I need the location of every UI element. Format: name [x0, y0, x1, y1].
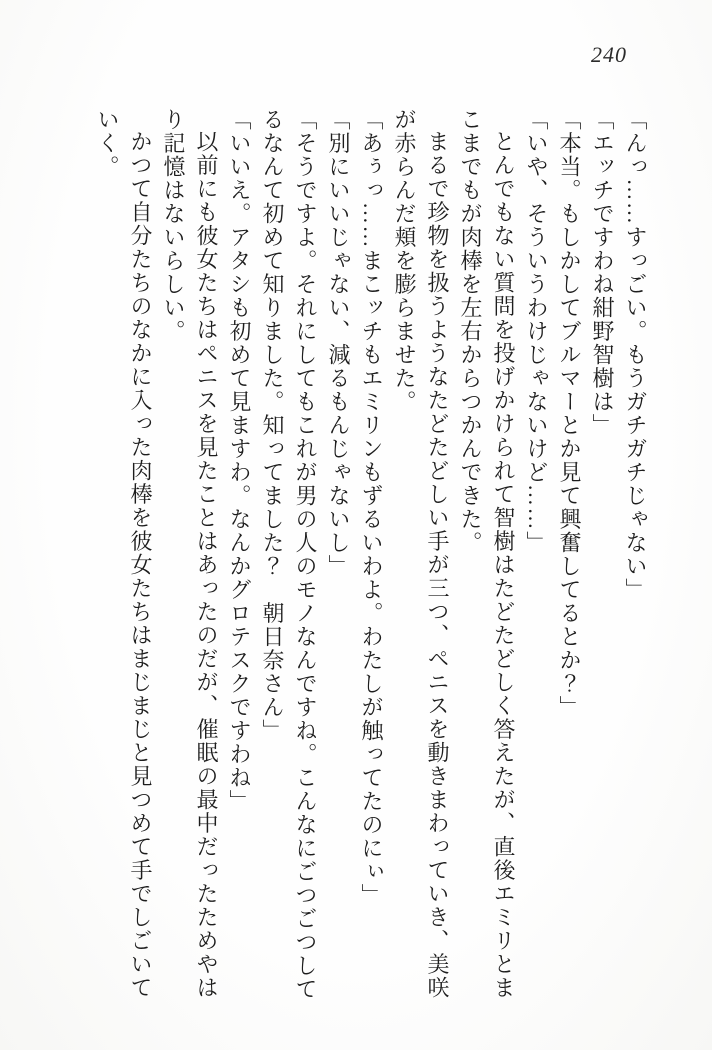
dialogue-line: 「あぅっ……まこッチもエミリンもずるいわよ。わたしが触ってたのにぃ」 [359, 108, 384, 907]
page-number: 240 [591, 42, 627, 67]
dialogue-line: 「別にいいじゃない、減るもんじゃないし」 [326, 108, 351, 578]
narration-line: まるで珍物を扱うようなたどたどしい手が三つ、ペニスを動きまわっていき、美咲 [425, 130, 450, 1000]
narration-line: とんでもない質問を投げかけられて智樹はたどたどしく答えたが、直後エミリとま [491, 130, 516, 1000]
dialogue-line: 「いいえ。アタシも初めて見ますわ。なんかグロテスクですわね」 [227, 108, 252, 813]
text-block [91, 108, 652, 1000]
dialogue-line: 「本当。もしかしてブルマーとか見て興奮してるとか？」 [557, 108, 582, 719]
narration-line: 以前にも彼女たちはペニスを見たことはあったのだが、催眠の最中だったためやは [194, 130, 219, 1000]
dialogue-line: 「んっ……すっごい。もうガチガチじゃない」 [623, 108, 648, 602]
dialogue-line: 「エッチですわね紺野智樹は」 [590, 108, 615, 437]
dialogue-line: 「いや、そういうわけじゃないけど……」 [524, 108, 549, 555]
dialogue-line: るなんて初めて知りました。知ってました？ 朝日奈さん」 [260, 108, 285, 743]
narration-line: こまでもが肉棒を左右からつかんできた。 [458, 108, 483, 555]
narration-line: かつて自分たちのなかに入った肉棒を彼女たちはまじまじと見つめて手でしごいて [128, 130, 153, 1000]
dialogue-line: 「そうですよ。それにしてもこれが男の人のモノなんですね。こんなにごつごつして [293, 108, 318, 1001]
narration-line: いく。 [95, 108, 120, 179]
narration-line: が赤らんだ頬を膨らませた。 [392, 108, 417, 414]
narration-line: り記憶はないらしい。 [161, 108, 186, 343]
